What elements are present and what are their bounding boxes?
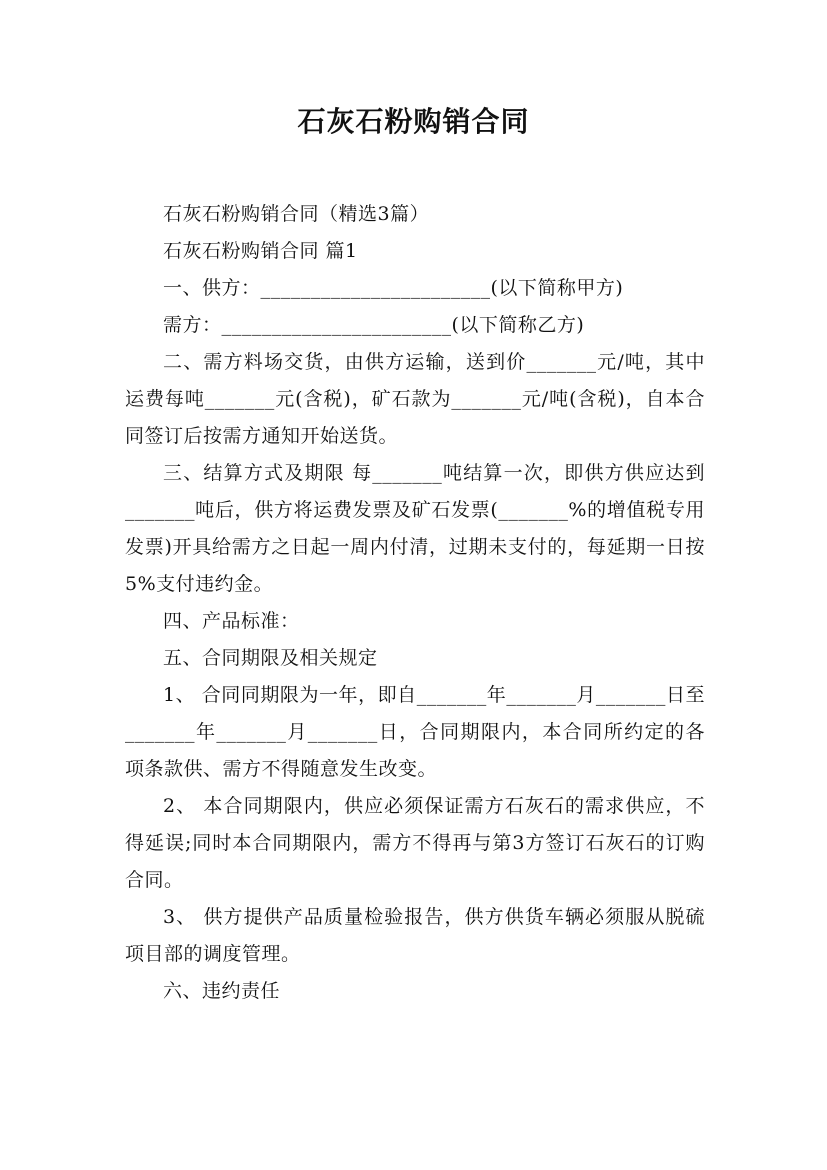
paragraph-term-1: 1、 合同同期限为一年，即自_______年_______月_______日至_______年_______月_______日，合同期限内，本合同所约定的各项条款供、需方不得随意发生改变。 [125, 684, 705, 780]
paragraph-settlement: 三、结算方式及期限 每_______吨结算一次，即供方供应达到_______吨后，供方将运费发票及矿石发票(_______%的增值税专用发票)开具给需方之日起一周内付清，过期未支付的，每延期一日按5%支付违约金。 [125, 462, 705, 595]
paragraph-supplier: 一、供方：_______________________(以下简称甲方) [163, 277, 624, 299]
paragraph-product-standard: 四、产品标准： [163, 610, 300, 632]
paragraph-term-2: 2、 本合同期限内，供应必须保证需方石灰石的需求供应，不得延误;同时本合同期限内，需方不得再与第3方签订石灰石的订购合同。 [125, 795, 705, 891]
document-body [125, 196, 705, 1010]
document-title: 石灰石粉购销合同 [297, 105, 530, 138]
paragraph-term-3: 3、 供方提供产品质量检验报告，供方供货车辆必须服从脱硫项目部的调度管理。 [125, 906, 705, 965]
paragraph-buyer: 需方：_______________________(以下简称乙方) [163, 314, 585, 336]
paragraph-term-heading: 五、合同期限及相关规定 [163, 647, 378, 669]
paragraph-liability-heading: 六、违约责任 [163, 980, 281, 1002]
paragraph-subtitle: 石灰石粉购销合同（精选3篇） [163, 203, 430, 225]
paragraph-delivery: 二、需方料场交货，由供方运输，送到价_______元/吨，其中运费每吨_______元(含税)，矿石款为_______元/吨(含税)，自本合同签订后按需方通知开始送货。 [125, 351, 705, 447]
paragraph-article-heading: 石灰石粉购销合同 篇1 [163, 240, 358, 262]
